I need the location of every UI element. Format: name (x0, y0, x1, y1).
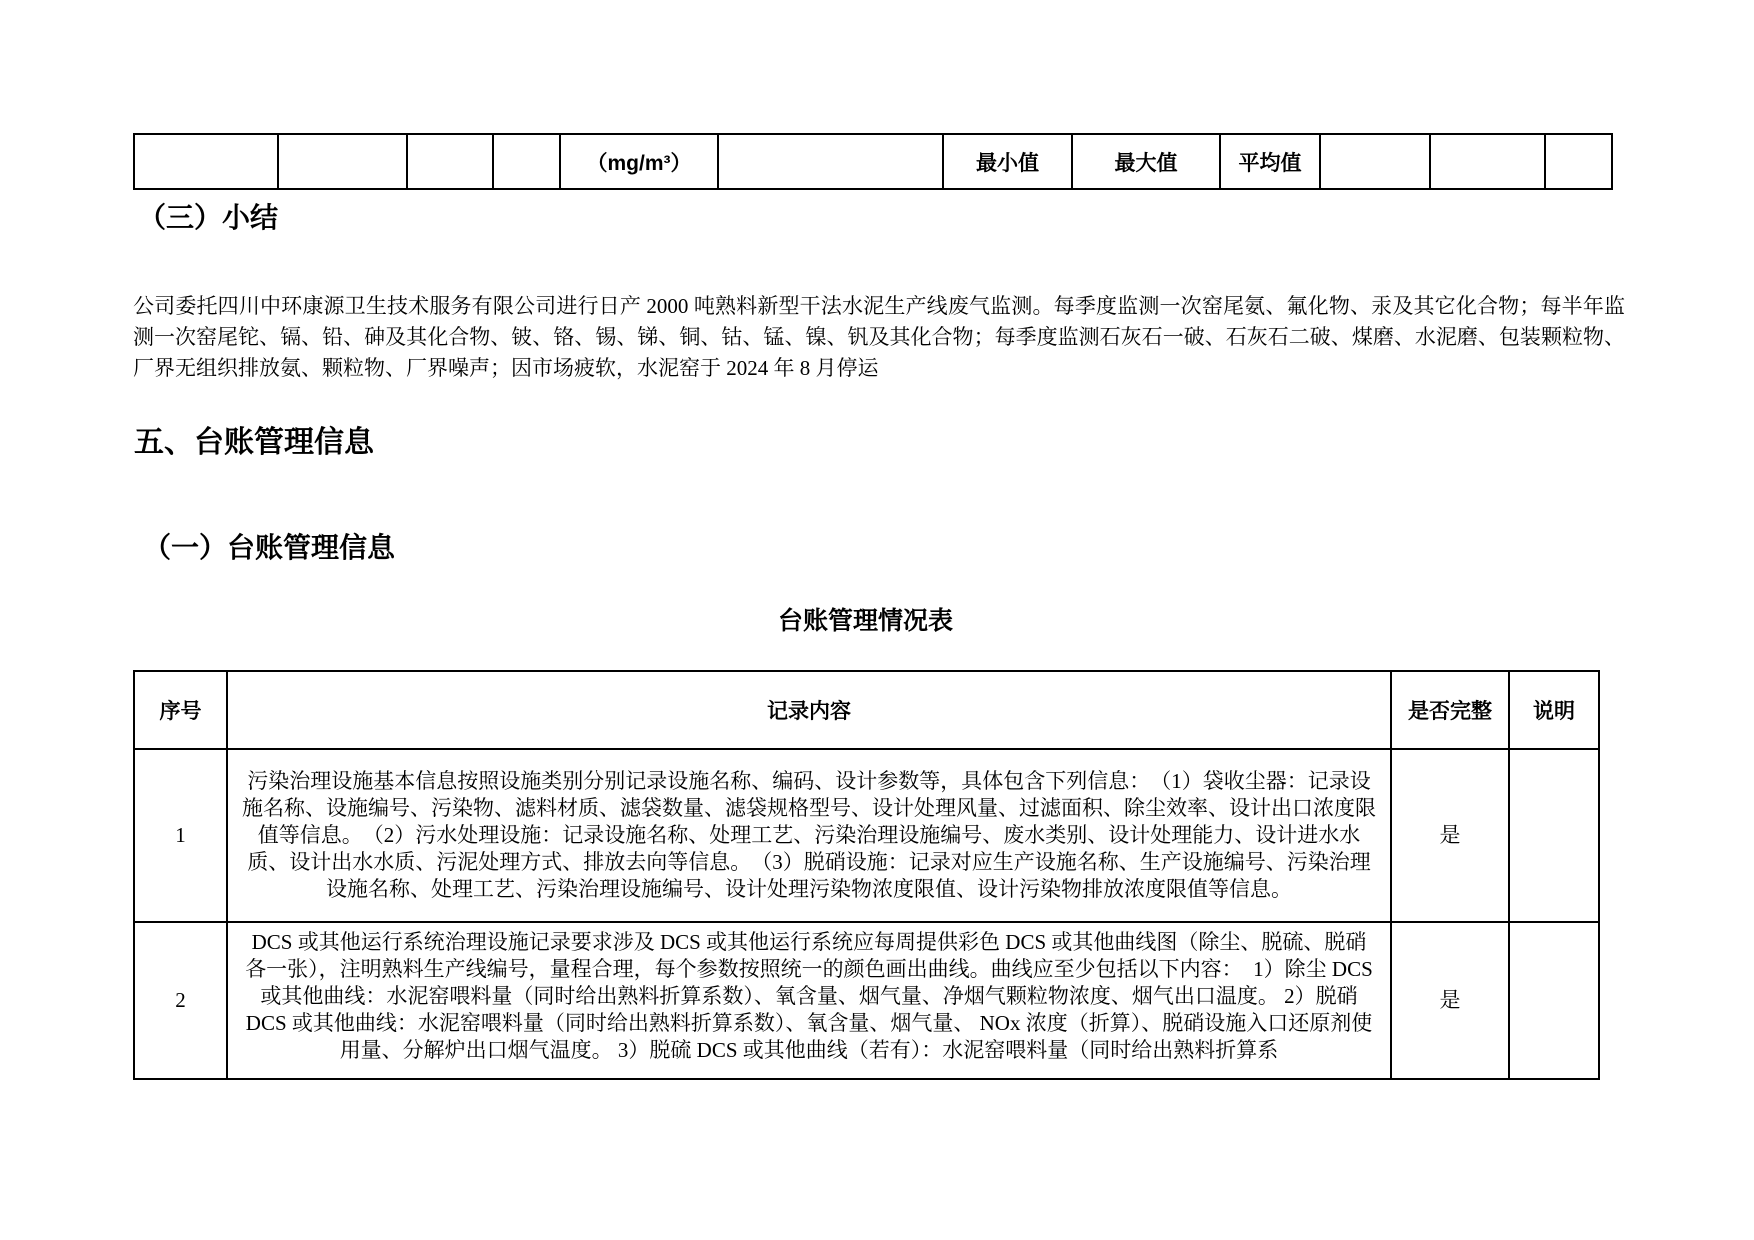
ledger-header-row (134, 671, 1599, 749)
note-cell (1509, 922, 1599, 1079)
summary-heading: （三）小结 (138, 202, 279, 233)
table-row (134, 749, 1599, 922)
note-cell (1509, 749, 1599, 922)
row-number-cell: 1 (134, 749, 227, 922)
measurement-cell-max: 最大值 (1072, 134, 1220, 189)
summary-paragraph: 公司委托四川中环康源卫生技术服务有限公司进行日产 2000 吨熟料新型干法水泥生产线废气监测。每季度监测一次窑尾氨、氟化物、汞及其它化合物；每半年监测一次窑尾铊、镉、铅、砷及其化合物、铍、铬、锡、锑、铜、钴、锰、镍、钒及其化合物；每季度监测石灰石一破、石灰石二破、煤磨、水泥磨、包装颗粒物、厂界无组织排放氨、颗粒物、厂界噪声；因市场疲软，水泥窑于 2024 年 8 月停运 (133, 294, 1625, 380)
table-row (134, 134, 1612, 189)
record-content-cell (227, 749, 1391, 922)
record-content-text: 污染治理设施基本信息按照设施类别分别记录设施名称、编码、设计参数等，具体包含下列信息： （1）袋收尘器：记录设施名称、设施编号、污染物、滤料材质、滤袋数量、滤袋规格型号、设计处理风量、过滤面积、除尘效率、设计出口浓度限值等信息。 （2）污水处理设施：记录设施名称、处理工艺、污染治理设施编号、废水类别、设计处理能力、设计进水水质、设计出水水质、污泥处理方式、排放去向等信息。 （3）脱硝设施：记录对应生产设施名称、生产设施编号、污染治理设施名称、处理工艺、污染治理设施编号、设计处理污染物浓度限值、设计污染物排放浓度限值等信息。 (242, 769, 1376, 901)
measurement-cell (1545, 134, 1612, 189)
measurement-cell (1430, 134, 1545, 189)
completeness-cell: 是 (1391, 749, 1509, 922)
row-number-cell: 2 (134, 922, 227, 1079)
table-row (134, 922, 1599, 1079)
ledger-subsection-heading: （一）台账管理信息 (143, 532, 396, 563)
ledger-header-note: 说明 (1509, 671, 1599, 749)
measurement-cell-min: 最小值 (943, 134, 1072, 189)
measurement-cell (134, 134, 278, 189)
measurement-cell (718, 134, 943, 189)
ledger-table (133, 670, 1600, 1080)
measurement-cell (493, 134, 560, 189)
completeness-cell: 是 (1391, 922, 1509, 1079)
measurement-table-fragment (133, 133, 1613, 190)
measurement-cell (407, 134, 493, 189)
record-content-text: DCS 或其他运行系统治理设施记录要求涉及 DCS 或其他运行系统应每周提供彩色 DCS 或其他曲线图（除尘、脱硫、脱硝各一张），注明熟料生产线编号，量程合理，每个参数按照统一的颜色画出曲线。曲线应至少包括以下内容： 1）除尘 DCS 或其他曲线：水泥窑喂料量（同时给出熟料折算系数）、氧含量、烟气量、净烟气颗粒物浓度、烟气出口温度。 2）脱硝 DCS 或其他曲线：水泥窑喂料量（同时给出熟料折算系数）、氧含量、烟气量、 NOx 浓度（折算）、脱硝设施入口还原剂使用量、分解炉出口烟气温度。 3）脱硫 DCS 或其他曲线（若有）：水泥窑喂料量（同时给出熟料折算系 (245, 930, 1373, 1062)
record-content-cell (227, 922, 1391, 1079)
measurement-cell-unit: （mg/m³） (560, 134, 718, 189)
ledger-table-title: 台账管理情况表 (777, 608, 953, 635)
measurement-cell (1320, 134, 1430, 189)
ledger-header-no: 序号 (134, 671, 227, 749)
ledger-section-heading: 五、台账管理信息 (134, 426, 374, 459)
ledger-header-content: 记录内容 (227, 671, 1391, 749)
measurement-cell (278, 134, 407, 189)
measurement-cell-avg: 平均值 (1220, 134, 1320, 189)
ledger-header-complete: 是否完整 (1391, 671, 1509, 749)
